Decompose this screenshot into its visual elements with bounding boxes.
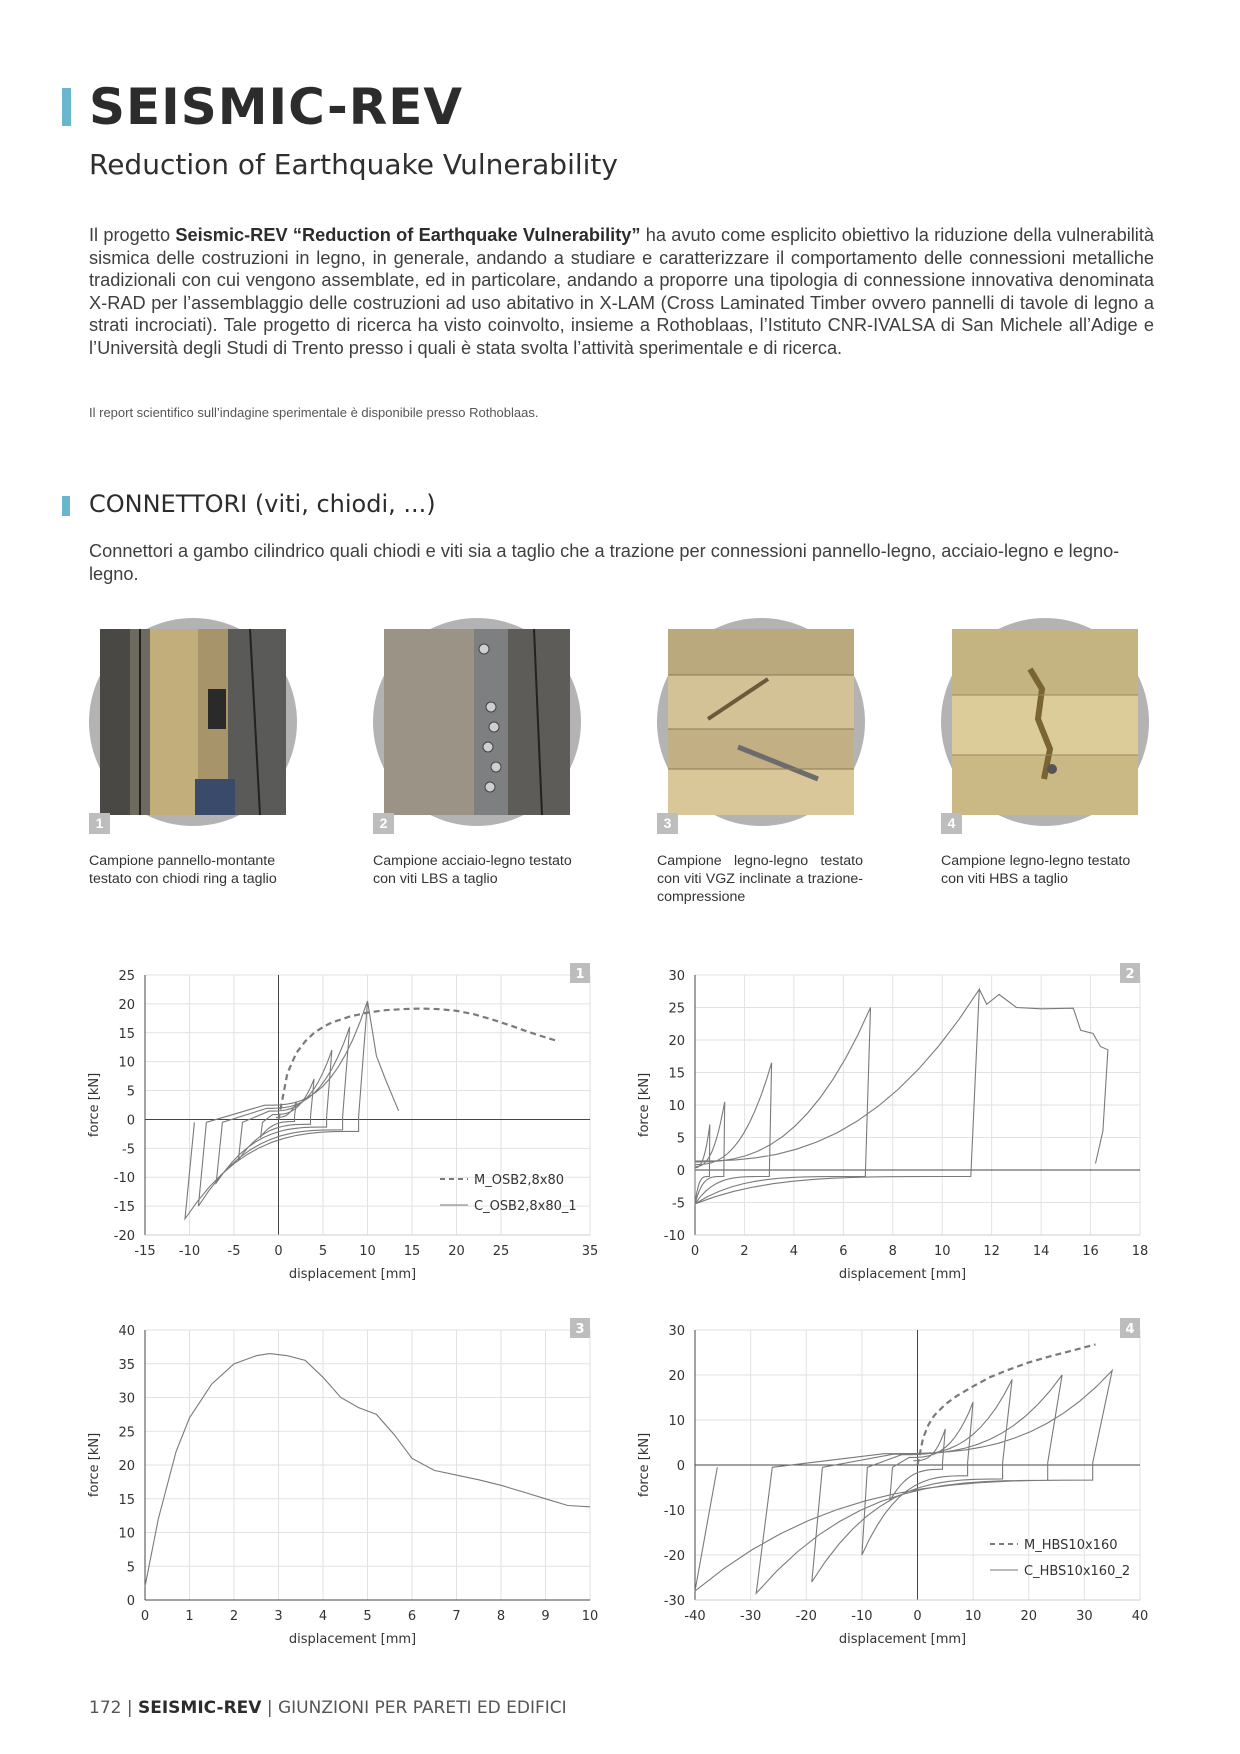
y-tick-label: 10 [668,1099,685,1114]
y-tick-label: 0 [126,1113,135,1129]
x-tick-label: -10 [851,1609,873,1624]
y-axis-label: force [kN] [87,1072,102,1138]
x-tick-label: 0 [140,1609,150,1624]
chart-4 [637,1310,1160,1665]
sample-caption-1: Campione pannello-montante testato con chiodi ring a taglio [89,853,277,887]
series-line [185,1001,399,1219]
section-accent-bar [62,496,70,516]
sample-caption-4: Campione legno-legno testato con viti HBS a taglio [941,853,1131,887]
y-tick-label: -20 [663,1549,685,1564]
x-tick-label: 3 [274,1609,283,1624]
sample-number-badge: 2 [373,813,394,834]
intro-project-name: Seismic-REV “Reduction of Earthquake Vulnerability” [175,225,641,245]
y-tick-label: 5 [676,1131,685,1147]
x-tick-label: 18 [1131,1244,1149,1259]
y-tick-label: -5 [122,1142,135,1158]
chart-number-label: 1 [575,967,585,982]
chart-1 [87,955,600,1300]
x-tick-label: 20 [1020,1609,1038,1624]
series-line [695,989,1108,1204]
sample-photo-3 [657,618,865,826]
y-tick-label: 5 [126,1560,135,1576]
page-number: 172 [89,1698,122,1718]
x-tick-label: 12 [983,1244,1000,1259]
chart-3 [87,1310,600,1665]
x-tick-label: -10 [178,1244,201,1259]
y-tick-label: 5 [126,1084,135,1100]
x-tick-label: 16 [1082,1244,1099,1259]
footer-section: GIUNZIONI PER PARETI ED EDIFICI [278,1698,567,1718]
x-axis-label: displacement [mm] [838,1632,967,1647]
y-tick-label: 10 [118,1055,135,1071]
report-note: Il report scientifico sull’indagine sperimentale è disponibile presso Rothoblaas. [89,405,539,420]
y-tick-label: 20 [668,1034,685,1049]
x-tick-label: 0 [690,1244,700,1259]
y-tick-label: 0 [676,1459,685,1474]
y-tick-label: -10 [663,1504,685,1519]
intro-paragraph [89,224,1154,360]
x-axis-label: displacement [mm] [838,1267,967,1282]
x-tick-label: 0 [913,1609,922,1624]
x-tick-label: 15 [403,1244,421,1259]
x-tick-label: 40 [1131,1609,1149,1624]
y-tick-label: 25 [118,969,135,984]
chart-number-label: 2 [1125,967,1135,982]
legend-label: C_HBS10x160_2 [1024,1564,1131,1579]
sample-number-badge: 3 [657,813,678,834]
intro-text: ha avuto come esplicito obiettivo la riduzione della vulnerabilità sismica delle costruzioni in legno, in generale, andando a studiare e caratterizzare il comportamento delle connessioni metalliche tradizionali con cui vengono assemblate, ed in particolare, andando a proporre una tipologia di connessione innovativa denominata X-RAD per l’assemblaggio delle costruzioni ad uso abitativo in X-LAM (Cross Laminated Timber ovvero pannelli di tavole di legno a strati incrociati). Tale progetto di ricerca ha visto coinvolto, insieme a Rothoblaas, l’Istituto CNR-IVALSA di San Michele all’Adige e l’Università degli Studi di Trento presso i quali è stata svolta l’attività sperimentale e di ricerca. [89,225,1154,358]
sample-photo-2 [373,618,581,826]
y-tick-label: 20 [118,997,135,1013]
sample-photo-1 [89,618,297,826]
series-line [695,1371,1112,1594]
x-tick-label: 5 [318,1244,328,1259]
footer-separator: | [261,1698,278,1718]
x-tick-label: -15 [134,1244,156,1259]
legend-label: M_OSB2,8x80 [474,1173,565,1188]
sample-photo-4 [941,618,1149,826]
y-tick-label: 25 [118,1425,135,1441]
x-tick-label: 2 [740,1244,749,1259]
series-line [279,1009,559,1120]
x-axis-label: displacement [mm] [288,1267,417,1282]
chart-2 [637,955,1160,1300]
y-tick-label: 20 [668,1369,685,1384]
chart-number-label: 4 [1125,1322,1135,1337]
x-tick-label: 30 [1076,1609,1093,1624]
y-tick-label: -30 [663,1594,685,1609]
x-tick-label: 10 [933,1244,951,1259]
y-tick-label: 40 [118,1324,135,1339]
x-tick-label: 10 [964,1609,982,1624]
page-footer [89,1698,567,1718]
x-tick-label: -20 [795,1609,817,1624]
x-tick-label: 10 [359,1244,376,1259]
x-tick-label: 6 [839,1244,848,1259]
x-tick-label: 5 [363,1609,372,1624]
x-tick-label: -40 [684,1609,706,1624]
y-tick-label: -10 [663,1229,685,1244]
y-tick-label: 30 [118,1391,135,1407]
sample-caption-3: Campione legno-legno testato con viti VGZ inclinate a trazione-compressione [657,853,863,905]
y-tick-label: 10 [118,1526,135,1542]
y-tick-label: 35 [118,1357,135,1373]
x-tick-label: 1 [185,1609,194,1624]
y-tick-label: 0 [676,1164,685,1179]
y-axis-label: force [kN] [87,1432,102,1498]
x-tick-label: 14 [1032,1244,1050,1259]
x-tick-label: 35 [581,1244,599,1259]
footer-brand: SEISMIC-REV [138,1698,262,1718]
x-tick-label: 8 [496,1609,506,1624]
x-tick-label: 7 [452,1609,461,1624]
section-title: CONNETTORI (viti, chiodi, ...) [89,490,436,518]
legend-label: C_OSB2,8x80_1 [474,1199,577,1214]
sample-number-badge: 4 [941,813,962,834]
x-tick-label: 6 [407,1609,417,1624]
x-tick-label: 10 [581,1609,599,1624]
y-tick-label: 15 [118,1492,135,1508]
x-tick-label: 0 [274,1244,283,1259]
x-tick-label: 4 [789,1244,799,1259]
sample-number-badge: 1 [89,813,110,834]
y-tick-label: 20 [118,1459,135,1474]
x-tick-label: 4 [318,1609,328,1624]
chart-number-label: 3 [575,1322,585,1337]
title-accent-bar [62,88,71,126]
intro-prefix: Il progetto [89,225,176,245]
legend-label: M_HBS10x160 [1024,1538,1118,1553]
y-tick-label: 30 [668,1324,685,1339]
y-tick-label: 25 [668,1001,685,1017]
y-axis-label: force [kN] [637,1432,652,1498]
section-description: Connettori a gambo cilindrico quali chiodi e viti sia a taglio che a trazione per connessioni pannello-legno, acciaio-legno e legno-legno. [89,541,1120,584]
x-tick-label: 20 [448,1244,465,1259]
footer-separator: | [121,1698,138,1718]
y-tick-label: -5 [672,1196,685,1212]
x-tick-label: 9 [541,1609,550,1624]
y-tick-label: 15 [118,1026,135,1042]
sample-caption-2: Campione acciaio-legno testato con viti LBS a taglio [373,853,572,887]
x-tick-label: 2 [229,1609,239,1624]
x-tick-label: 25 [492,1244,510,1259]
page-subtitle: Reduction of Earthquake Vulnerability [89,148,618,181]
x-axis-label: displacement [mm] [288,1632,417,1647]
y-tick-label: 30 [668,969,685,984]
y-tick-label: -20 [113,1229,135,1244]
y-tick-label: -15 [113,1200,135,1216]
y-axis-label: force [kN] [637,1072,652,1138]
page-title: SEISMIC-REV [89,78,464,136]
y-tick-label: -10 [113,1171,135,1187]
y-tick-label: 0 [126,1594,135,1609]
y-tick-label: 15 [668,1066,685,1082]
x-tick-label: -30 [740,1609,762,1624]
x-tick-label: -5 [227,1244,241,1259]
x-tick-label: 8 [888,1244,897,1259]
y-tick-label: 10 [668,1414,685,1429]
